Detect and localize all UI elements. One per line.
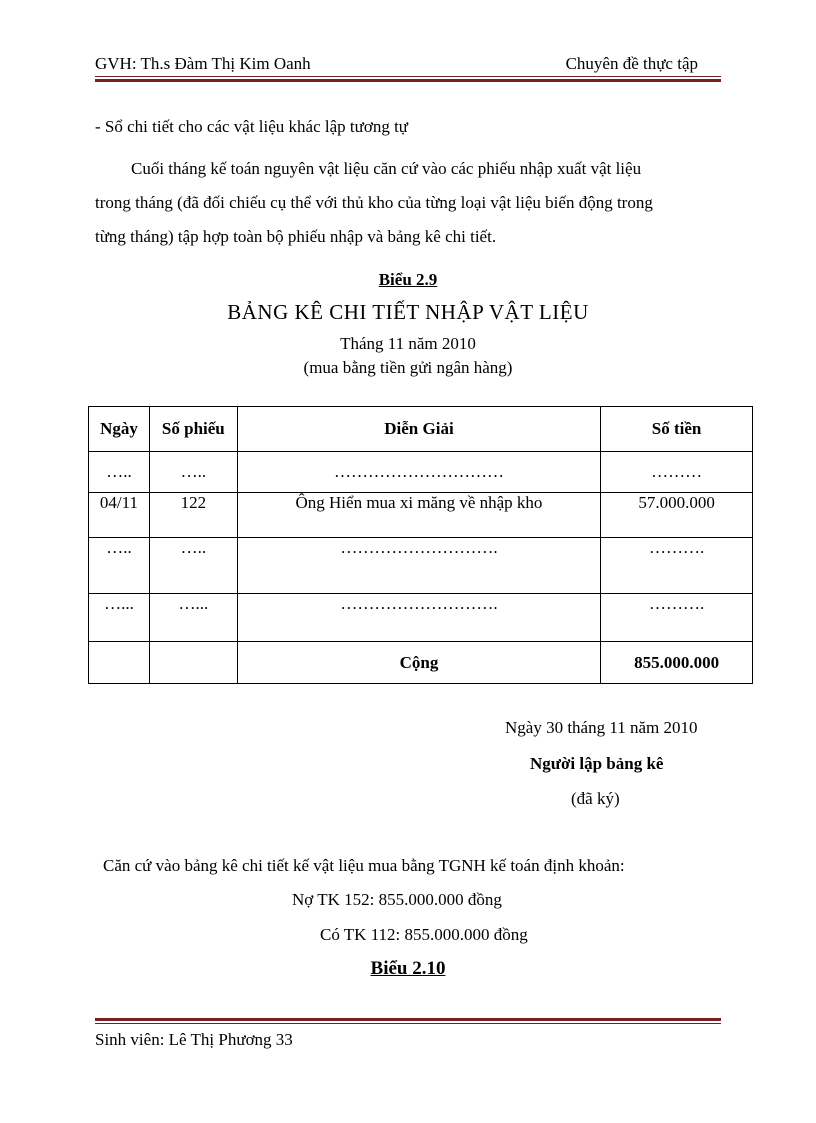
header-instructor: GVH: Th.s Đàm Thị Kim Oanh (95, 54, 311, 73)
cell-voucher: ….. (149, 452, 237, 493)
header-rule-thick (95, 79, 721, 82)
cell-description: ………………………… (237, 452, 600, 493)
cell-voucher: ….. (149, 538, 237, 594)
header-date: Ngày (89, 407, 150, 452)
header-voucher: Số phiếu (149, 407, 237, 452)
cell-date: ….. (89, 452, 150, 493)
entry-debit: Nợ TK 152: 855.000.000 đồng (292, 890, 502, 909)
form-note: (mua bằng tiền gửi ngân hàng) (303, 358, 513, 377)
cell-date: ….. (89, 538, 150, 594)
total-label: Cộng (237, 642, 600, 684)
footer-student: Sinh viên: Lê Thị Phương 33 (95, 1030, 293, 1049)
total-value: 855.000.000 (601, 642, 753, 684)
cell-description: ………………………. (237, 594, 600, 642)
cell-empty (149, 642, 237, 684)
table-row (89, 594, 753, 642)
sign-role: Người lập bảng kê (530, 754, 664, 773)
form-label: Biểu 2.9 (378, 270, 438, 289)
cell-date: …... (89, 594, 150, 642)
cell-amount: ……… (601, 452, 753, 493)
entry-intro: Căn cứ vào bảng kê chi tiết kế vật liệu mua bằng TGNH kế toán định khoản: (103, 856, 625, 875)
footer-rule-thin (95, 1023, 721, 1024)
table-total-row (89, 642, 753, 684)
header-description: Diễn Giải (237, 407, 600, 452)
cell-empty (89, 642, 150, 684)
header-topic: Chuyên đề thực tập (565, 54, 698, 73)
footer-rule-thick (95, 1018, 721, 1021)
body-line-1: - Sổ chi tiết cho các vật liệu khác lập tương tự (95, 117, 409, 136)
paragraph-line-3: từng tháng) tập hợp toàn bộ phiếu nhập và bảng kê chi tiết. (95, 227, 497, 246)
table-row (89, 493, 753, 538)
cell-amount: ………. (601, 594, 753, 642)
table-row (89, 538, 753, 594)
ledger-table (88, 406, 753, 684)
cell-voucher: 122 (149, 493, 237, 538)
cell-description: Ông Hiển mua xi măng về nhập kho (237, 493, 600, 538)
form-title: BẢNG KÊ CHI TIẾT NHẬP VẬT LIỆU (227, 300, 589, 324)
table-row (89, 452, 753, 493)
cell-amount: 57.000.000 (601, 493, 753, 538)
header-amount: Số tiền (601, 407, 753, 452)
entry-credit: Có TK 112: 855.000.000 đồng (320, 925, 528, 944)
cell-voucher: …... (149, 594, 237, 642)
sign-status: (đã ký) (571, 789, 620, 808)
header-rule-thin (95, 76, 721, 77)
table-header-row (89, 407, 753, 452)
paragraph-line-2: trong tháng (đã đối chiếu cụ thể với thủ kho của từng loại vật liệu biến động trong (95, 193, 653, 212)
cell-description: ………………………. (237, 538, 600, 594)
sign-date: Ngày 30 tháng 11 năm 2010 (505, 718, 698, 737)
form-month: Tháng 11 năm 2010 (340, 334, 476, 353)
cell-amount: ………. (601, 538, 753, 594)
next-form-label: Biểu 2.10 (370, 958, 446, 979)
paragraph-line-1: Cuối tháng kế toán nguyên vật liệu căn cứ vào các phiếu nhập xuất vật liệu (131, 159, 642, 178)
cell-date: 04/11 (89, 493, 150, 538)
